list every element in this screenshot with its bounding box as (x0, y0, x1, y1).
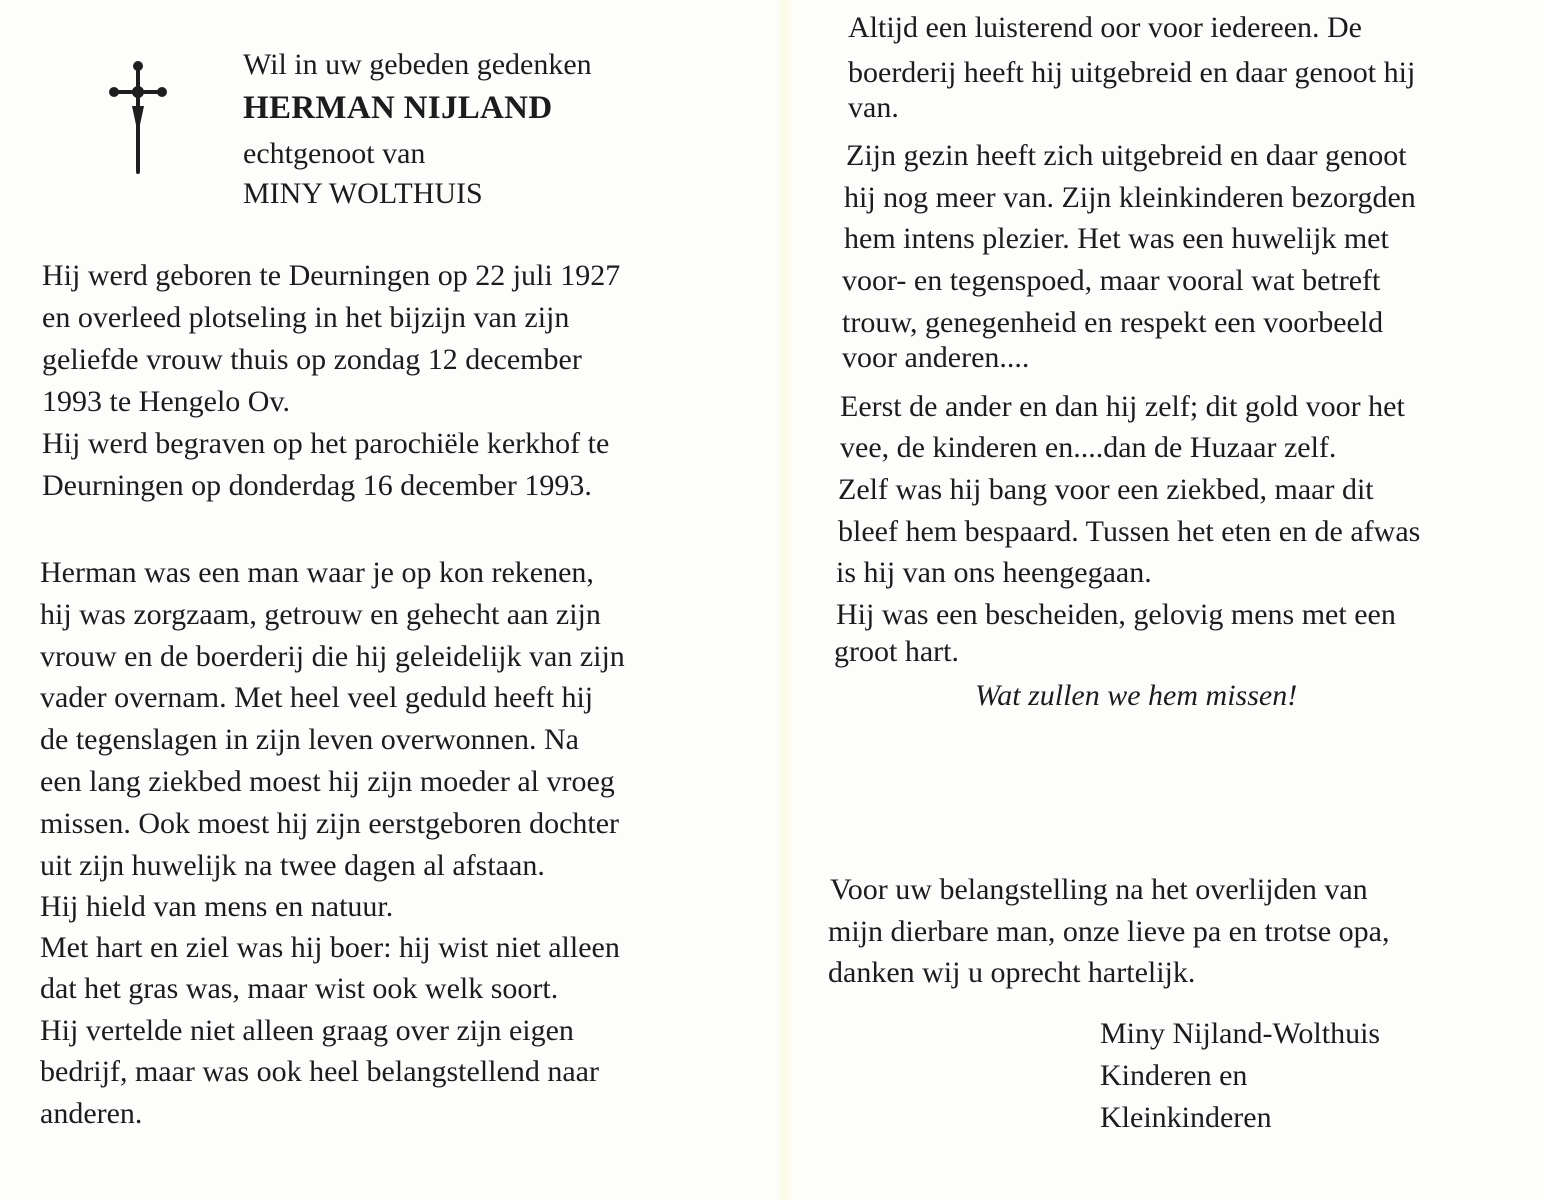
spouse-name: MINY WOLTHUIS (243, 177, 483, 210)
left-text-line: vrouw en de boerderij die hij geleidelijk van zijn (40, 640, 625, 673)
closing-phrase: Wat zullen we hem missen! (975, 679, 1298, 712)
right-text-line: bleef hem bespaard. Tussen het eten en de afwas (838, 515, 1421, 548)
right-text-line: groot hart. (834, 635, 959, 668)
right-text-line: Zijn gezin heeft zich uitgebreid en daar genoot (846, 139, 1407, 172)
left-text-line: Hij werd begraven op het parochiële kerkhof te (42, 427, 610, 460)
left-text-line: Hij vertelde niet alleen graag over zijn eigen (40, 1014, 574, 1047)
right-text-line: Hij was een bescheiden, gelovig mens met een (836, 598, 1396, 631)
signature-line: Miny Nijland-Wolthuis (1100, 1017, 1381, 1050)
right-text-line: trouw, genegenheid en respekt een voorbeeld (842, 306, 1384, 339)
left-text-line: Hij hield van mens en natuur. (40, 890, 394, 923)
thanks-text-line: Voor uw belangstelling na het overlijden van (830, 873, 1368, 906)
right-text-line: is hij van ons heengegaan. (836, 556, 1152, 589)
thanks-text-line: mijn dierbare man, onze lieve pa en trotse opa, (828, 915, 1390, 948)
right-text-line: hij nog meer van. Zijn kleinkinderen bezorgden (844, 181, 1416, 214)
left-text-line: de tegenslagen in zijn leven overwonnen. Na (40, 723, 579, 756)
right-text-line: Zelf was hij bang voor een ziekbed, maar dit (838, 473, 1374, 506)
left-text-line: Herman was een man waar je op kon rekenen, (40, 556, 594, 589)
left-text-line: 1993 te Hengelo Ov. (42, 385, 290, 418)
card-fold (778, 0, 792, 1200)
left-text-line: hij was zorgzaam, getrouw en gehecht aan zijn (40, 598, 601, 631)
right-text-line: boerderij heeft hij uitgebreid en daar genoot hij (848, 56, 1416, 89)
left-text-line: missen. Ook moest hij zijn eerstgeboren dochter (40, 807, 620, 840)
left-text-line: uit zijn huwelijk na twee dagen al afstaan. (40, 849, 545, 882)
cross-icon (108, 56, 168, 176)
signature-line: Kleinkinderen (1100, 1101, 1272, 1134)
left-text-line: Deurningen op donderdag 16 december 1993. (42, 469, 592, 502)
right-text-line: hem intens plezier. Het was een huwelijk met (844, 222, 1389, 255)
right-text-line: Eerst de ander en dan hij zelf; dit gold voor het (840, 390, 1405, 423)
header-relation: echtgenoot van (243, 137, 426, 170)
right-text-line: Altijd een luisterend oor voor iedereen. De (848, 11, 1362, 44)
left-text-line: geliefde vrouw thuis op zondag 12 december (42, 343, 582, 376)
deceased-name: HERMAN NIJLAND (243, 90, 553, 126)
thanks-text-line: danken wij u oprecht hartelijk. (828, 956, 1196, 989)
left-text-line: Hij werd geboren te Deurningen op 22 juli 1927 (42, 259, 621, 292)
left-text-line: bedrijf, maar was ook heel belangstellend naar (40, 1055, 599, 1088)
left-text-line: Met hart en ziel was hij boer: hij wist niet alleen (40, 931, 620, 964)
left-text-line: en overleed plotseling in het bijzijn van zijn (42, 301, 570, 334)
header-intro: Wil in uw gebeden gedenken (243, 48, 592, 81)
left-text-line: anderen. (40, 1097, 143, 1130)
right-text-line: voor anderen.... (842, 341, 1030, 374)
right-text-line: van. (848, 91, 899, 124)
left-text-line: dat het gras was, maar wist ook welk soort. (40, 972, 559, 1005)
right-text-line: vee, de kinderen en....dan de Huzaar zelf. (840, 431, 1337, 464)
signature-line: Kinderen en (1100, 1059, 1248, 1092)
left-text-line: vader overnam. Met heel veel geduld heeft hij (40, 681, 594, 714)
right-text-line: voor- en tegenspoed, maar vooral wat betreft (842, 264, 1381, 297)
left-text-line: een lang ziekbed moest hij zijn moeder al vroeg (40, 765, 615, 798)
